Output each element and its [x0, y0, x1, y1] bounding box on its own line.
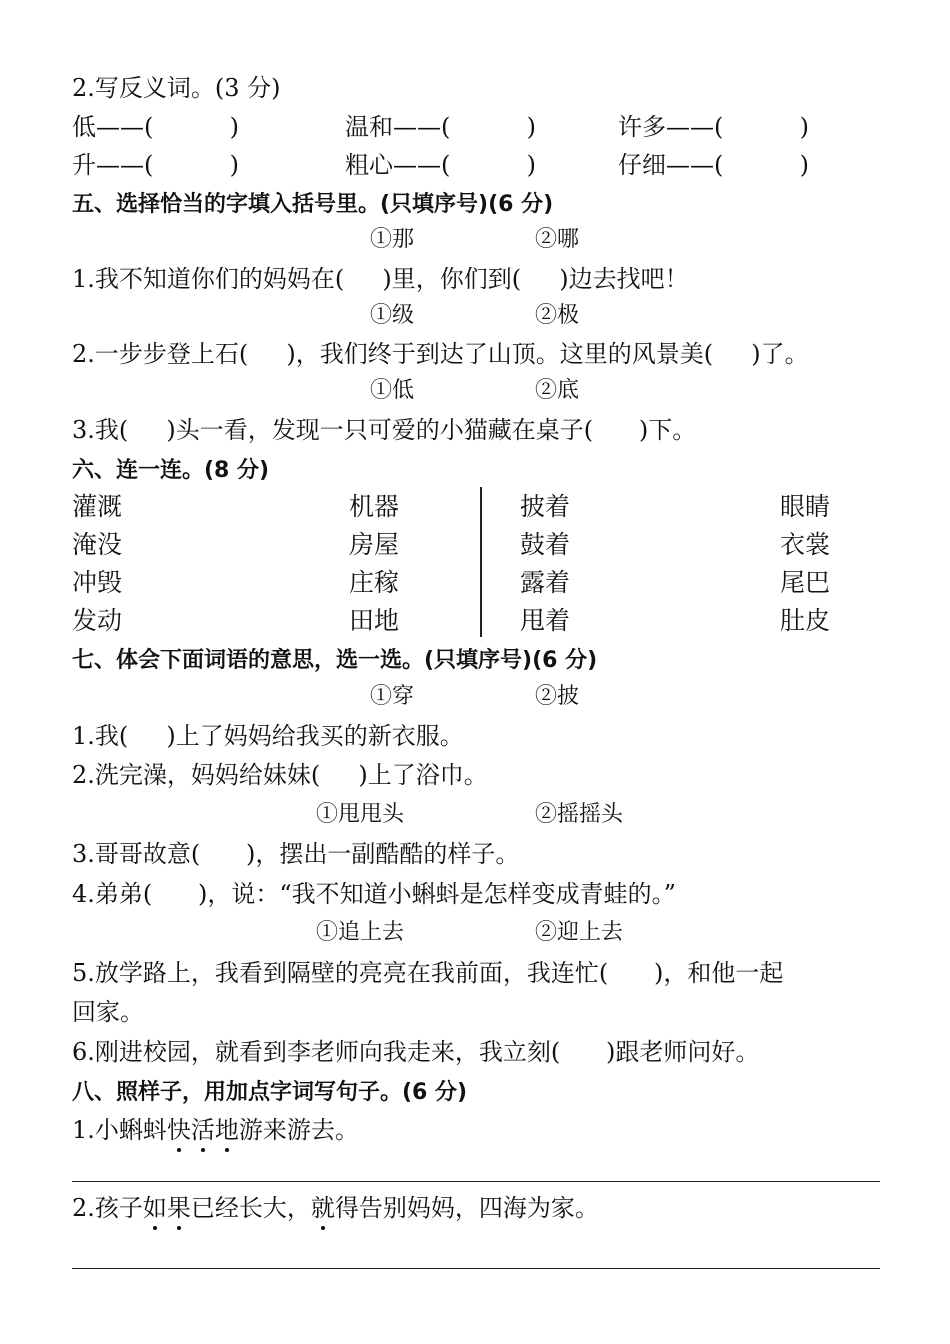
match-word: 披着: [520, 492, 571, 521]
column-divider: [480, 487, 482, 637]
dotted-char: 果: [166, 1194, 191, 1222]
option-2: ②披: [535, 684, 580, 709]
match-word: 甩着: [520, 606, 571, 635]
option-1: ①那: [370, 227, 415, 252]
match-word: 鼓着: [520, 530, 571, 559]
match-word: 肚皮: [780, 606, 831, 635]
section-heading-6: 六、连一连。(8 分): [72, 458, 270, 483]
option-2: ②迎上去: [535, 920, 624, 945]
exercise-sentence-continued: 回家。: [72, 998, 144, 1026]
sentence-text: 游来游去。: [238, 1116, 359, 1144]
match-word: 田地: [349, 606, 400, 635]
section-heading-7: 七、体会下面词语的意思，选一选。(只填序号)(6 分): [72, 648, 598, 673]
match-word: 衣裳: [780, 530, 831, 559]
antonym-item: 低——( ): [72, 113, 240, 141]
exercise-sentence: 2.一步步登上石( )，我们终于到达了山顶。这里的风景美( )了。: [72, 340, 809, 368]
match-word: 发动: [72, 606, 123, 635]
antonym-item: 仔细——( ): [618, 151, 810, 179]
dotted-char: 地: [214, 1116, 239, 1144]
exercise-sentence: 1.我不知道你们的妈妈在( )里，你们到( )边去找吧！: [72, 265, 689, 293]
exercise-sentence: 5.放学路上，我看到隔壁的亮亮在我前面，我连忙( )，和他一起: [72, 959, 784, 987]
section-heading-5: 五、选择恰当的字填入括号里。(只填序号)(6 分): [72, 192, 554, 217]
answer-line[interactable]: [72, 1268, 880, 1269]
option-1: ①甩甩头: [316, 802, 405, 827]
dotted-char: 活: [190, 1116, 215, 1144]
match-word: 灌溉: [72, 492, 123, 521]
exercise-sentence: 3.哥哥故意( )，摆出一副酷酷的样子。: [72, 840, 520, 868]
option-2: ②摇摇头: [535, 802, 624, 827]
example-sentence: [72, 1192, 599, 1224]
antonym-item: 许多——( ): [618, 113, 810, 141]
exercise-sentence: 4.弟弟( )，说：“我不知道小蝌蚪是怎样变成青蛙的。”: [72, 880, 676, 908]
sentence-text: 已经长大，: [190, 1194, 311, 1222]
match-word: 尾巴: [780, 568, 831, 597]
match-word: 庄稼: [349, 568, 400, 597]
sentence-text: 2.孩子: [72, 1194, 143, 1222]
dotted-char: 就: [310, 1194, 335, 1222]
match-word: 眼睛: [780, 492, 831, 521]
exercise-sentence: 1.我( )上了妈妈给我买的新衣服。: [72, 722, 464, 750]
dotted-char: 如: [142, 1194, 167, 1222]
sentence-text: 1.小蝌蚪: [72, 1116, 167, 1144]
antonym-item: 粗心——( ): [345, 151, 537, 179]
match-word: 冲毁: [72, 568, 123, 597]
match-word: 机器: [349, 492, 400, 521]
match-word: 露着: [520, 568, 571, 597]
option-2: ②极: [535, 303, 580, 328]
example-sentence: [72, 1114, 359, 1146]
option-1: ①低: [370, 378, 415, 403]
option-2: ②底: [535, 378, 580, 403]
section-heading-8: 八、照样子，用加点字词写句子。(6 分): [72, 1080, 468, 1105]
answer-line[interactable]: [72, 1181, 880, 1182]
match-word: 淹没: [72, 530, 123, 559]
option-2: ②哪: [535, 227, 580, 252]
antonym-item: 温和——( ): [345, 113, 537, 141]
option-1: ①级: [370, 303, 415, 328]
sentence-text: 得告别妈妈，四海为家。: [334, 1194, 599, 1222]
exercise-sentence: 6.刚进校园，就看到李老师向我走来，我立刻( )跟老师问好。: [72, 1038, 760, 1066]
exercise-sentence: 2.洗完澡，妈妈给妹妹( )上了浴巾。: [72, 761, 488, 789]
exercise-sentence: 3.我( )头一看，发现一只可爱的小猫藏在桌子( )下。: [72, 416, 697, 444]
question-title: 2.写反义词。(3 分): [72, 74, 281, 102]
match-word: 房屋: [349, 530, 400, 559]
dotted-char: 快: [166, 1116, 191, 1144]
option-1: ①追上去: [316, 920, 405, 945]
option-1: ①穿: [370, 684, 415, 709]
antonym-item: 升——( ): [72, 151, 240, 179]
